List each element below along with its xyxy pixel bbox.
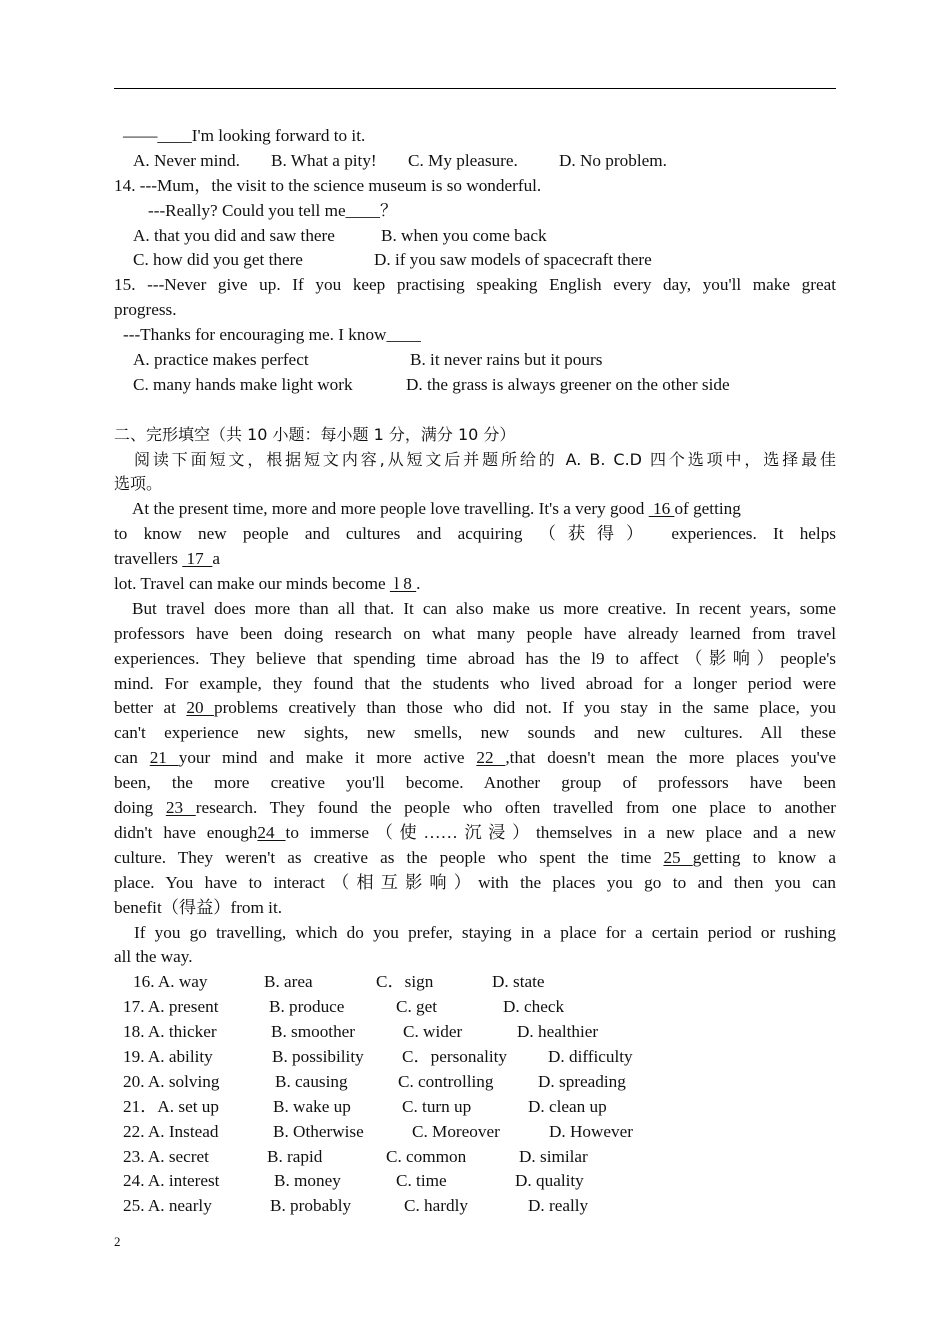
passage-p1-line3: travellers 17 a [114,549,220,569]
passage-p2-line6: can't experience new sights, new smells, new sounds and new cultures. All these [114,723,836,743]
blank-18: l 8 [389,574,417,594]
page-number: 2 [114,1234,121,1249]
passage-p3-line1: If you go travelling, which do you prefer, staying in a place for a certain period or rushing [134,922,836,942]
choice-22-d: D. However [549,1121,633,1141]
choice-19-d: D. difficulty [548,1046,633,1066]
blank-20: 20 [186,698,214,718]
passage-p2-line1: But travel does more than all that. It can also make us more creative. In recent years, some [132,598,836,618]
q15-line3: ---Thanks for encouraging me. I know____ [123,325,421,345]
passage-p3-line2: all the way. [114,947,193,967]
choice-row-23 [114,1145,836,1170]
q15-option-a: A. practice makes perfect [133,350,309,370]
choice-16-a: 16. A. way [133,972,208,992]
choice-22-a: 22. A. Instead [123,1121,219,1141]
choice-19-b: B. possibility [272,1046,364,1066]
choice-18-d: D. healthier [517,1022,599,1042]
q14-option-b: B. when you come back [381,225,547,245]
choice-21-c: C. turn up [402,1096,472,1116]
passage-p2-line4: mind. For example, they found that the students who lived abroad for a longer period were [114,673,836,693]
choice-19-c: C．personality [402,1046,508,1066]
choice-16-b: B. area [264,972,313,992]
choice-row-24 [114,1169,836,1194]
choice-25-c: C. hardly [404,1196,468,1216]
q14-option-d: D. if you saw models of spacecraft there [374,250,652,270]
passage-p1-line1: At the present time, more and more people love travelling. It's a very good 16 of getting [132,499,741,519]
choice-20-a: 20. A. solving [123,1071,220,1091]
choice-16-d: D. state [492,972,545,992]
spacer [114,398,836,423]
choice-25-a: 25. A. nearly [123,1196,212,1216]
choice-21-d: D. clean up [528,1096,607,1116]
passage-p2-line2: professors have been doing research on what many people have already learned from travel [114,623,836,643]
q15-line2: progress. [114,300,177,320]
choice-24-a: 24. A. interest [123,1171,220,1191]
passage-p2-line8: been, the more creative you'll become. Another group of professors have been [114,773,836,793]
choice-row-16 [114,970,836,995]
choice-21-b: B. wake up [273,1096,351,1116]
choice-20-b: B. causing [275,1071,348,1091]
choice-25-b: B. probably [270,1196,352,1216]
choice-23-d: D. similar [519,1146,588,1166]
choice-row-17 [114,995,836,1020]
choice-17-d: D. check [503,997,565,1017]
section2-title: 二、完形填空（共 10 小题：每小题 1 分，满分 10 分） [114,424,516,444]
q13-option-d: D. No problem. [559,150,667,170]
blank-17: 17 [182,549,213,569]
q15-option-b: B. it never rains but it pours [410,350,603,370]
page-body [114,124,836,1219]
q13-option-a: A. Never mind. [133,150,240,170]
passage-p2-line5: better at 20 problems creatively than those who did not. If you stay in the same place, you [114,698,837,718]
blank-16: 16 [648,499,675,519]
section2-instruction-line2: 选项。 [114,474,163,494]
q14-line2: ---Really? Could you tell me____？ [148,200,398,220]
q15-options-cd [114,373,836,398]
section2-instruction-line1: 阅读下面短文，根据短文内容,从短文后并题所给的 A. B. C.D 四个选项中，选择最佳 [134,449,836,469]
choice-25-d: D. really [528,1196,589,1216]
choice-19-a: 19. A. ability [123,1046,213,1066]
blank-19: l9 [591,648,616,668]
q13-option-c: C. My pleasure. [408,150,518,170]
passage-p2-line11: culture. They weren't as creative as the people who spent the time 25 getting to know a [114,847,836,867]
blank-24: 24 [257,822,286,842]
choice-row-20 [114,1070,836,1095]
choice-24-d: D. quality [515,1171,584,1191]
q14-option-a: A. that you did and saw there [133,225,335,245]
choice-17-b: B. produce [269,997,345,1017]
q13-option-b: B. What a pity! [271,150,377,170]
choice-24-c: C. time [396,1171,447,1191]
choice-16-c: C．sign [376,972,434,992]
q14-option-c: C. how did you get there [133,250,303,270]
choice-21-a: 21．A. set up [123,1096,219,1116]
q13-options [114,149,836,174]
choice-20-d: D. spreading [538,1071,626,1091]
header-rule [114,88,836,89]
choice-row-22 [114,1120,836,1145]
q15-line1: 15. ---Never give up. If you keep practising speaking English every day, you'll make great [114,275,836,295]
choice-23-a: 23. A. secret [123,1146,209,1166]
choice-17-a: 17. A. present [123,997,219,1017]
choice-18-a: 18. A. thicker [123,1022,217,1042]
choice-row-19 [114,1045,836,1070]
passage-p2-line7: can 21 your mind and make it more active 22 ,that doesn't mean the more places you've [114,748,837,768]
choice-22-b: B. Otherwise [273,1121,364,1141]
choice-17-c: C. get [396,997,438,1017]
q15-options-ab [114,348,836,373]
choice-18-b: B. smoother [271,1022,356,1042]
blank-22: 22 [476,748,506,768]
choice-row-25 [114,1194,836,1219]
choice-row-21 [114,1095,836,1120]
passage-p2-line12: place. You have to interact（相互影响）with the places you go to and then you can [114,872,836,892]
choice-22-c: C. Moreover [412,1121,500,1141]
q14-options-cd [114,248,836,273]
blank-23: 23 [165,798,196,818]
blank-21: 21 [149,748,179,768]
blank-25: 25 [663,847,693,867]
choice-24-b: B. money [274,1171,341,1191]
passage-p1-line2: to know new people and cultures and acquiring （获得） experiences. It helps [114,524,836,544]
passage-p2-line10: didn't have enough24 to immerse（使……沉浸）themselves in a new place and a new [114,822,837,842]
choice-23-b: B. rapid [267,1146,323,1166]
q14-line1: 14. ---Mum，the visit to the science museum is so wonderful. [114,175,542,195]
passage-p2-line3: experiences. They believe that spending time abroad has the l9 to affect（影响）people's [114,648,836,668]
choice-23-c: C. common [386,1146,467,1166]
choice-row-18 [114,1020,836,1045]
passage-p2-line13: benefit（得益）from it. [114,897,283,917]
q15-option-d: D. the grass is always greener on the other side [406,374,730,394]
choice-20-c: C. controlling [398,1071,494,1091]
choice-18-c: C. wider [403,1022,463,1042]
q13-prompt: ——____I'm looking forward to it. [123,126,366,145]
passage-p2-line9: doing 23 research. They found the people who often travelled from one place to another [114,798,837,818]
passage-p1-line4: lot. Travel can make our minds become l 8 . [114,574,421,594]
q15-option-c: C. many hands make light work [133,374,353,394]
q14-options-ab [114,224,836,249]
